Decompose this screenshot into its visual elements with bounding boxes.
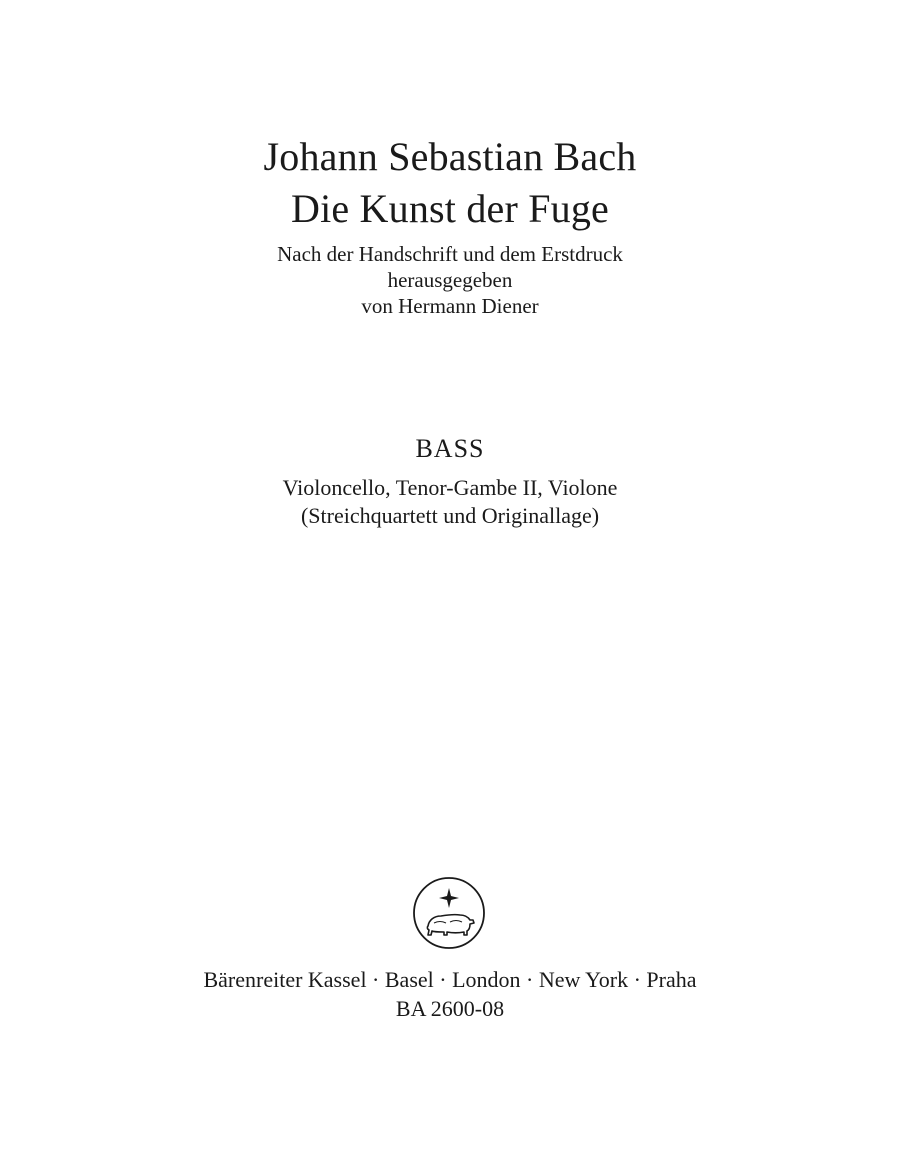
composer-name: Johann Sebastian Bach — [263, 134, 637, 179]
instrument-list: Violoncello, Tenor-Gambe II, Violone — [282, 475, 618, 500]
work-title: Die Kunst der Fuge — [291, 186, 609, 231]
part-name: BASS — [415, 434, 485, 463]
baerenreiter-bear-logo-icon — [412, 876, 486, 950]
catalog-number: BA 2600-08 — [395, 996, 505, 1021]
edition-note-line-2: herausgegeben — [387, 268, 513, 292]
publisher-line: Bärenreiter Kassel · Basel · London · New York · Praha — [203, 967, 697, 992]
edition-note-line-1: Nach der Handschrift und dem Erstdruck — [277, 242, 623, 266]
part-note: (Streichquartett und Originallage) — [300, 503, 600, 528]
editor-name: von Hermann Diener — [361, 294, 539, 318]
